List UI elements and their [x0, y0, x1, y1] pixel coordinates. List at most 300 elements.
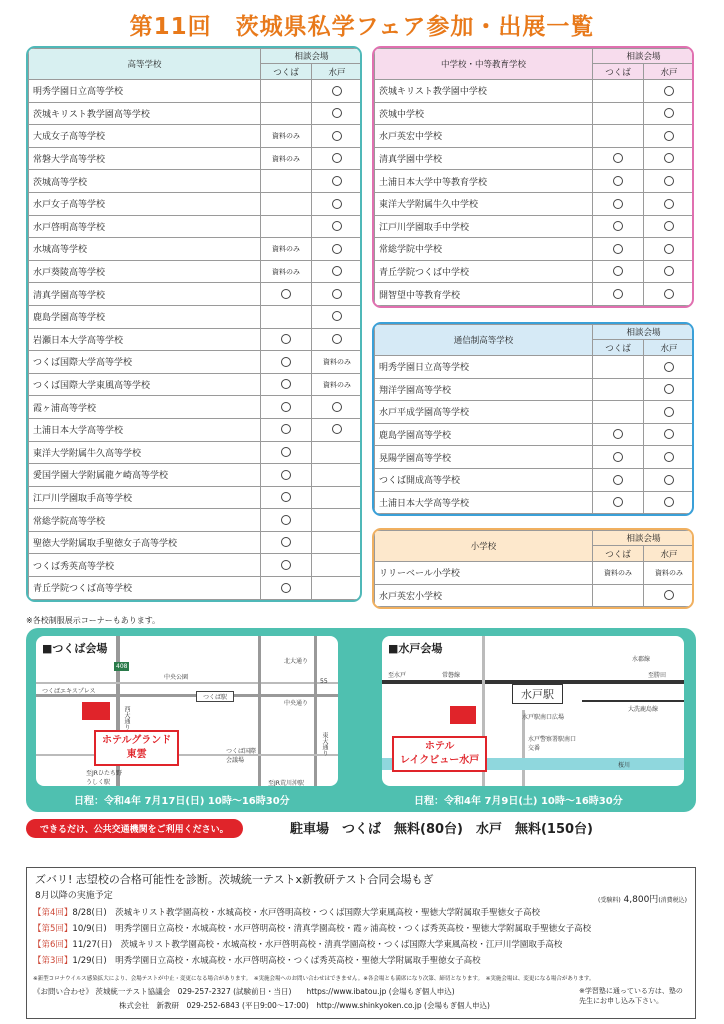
circle-mark: [281, 515, 291, 525]
mito-cell: [312, 238, 363, 261]
transit-notice: できるだけ、公共交通機関をご利用ください。: [26, 819, 243, 838]
circle-mark: [281, 447, 291, 457]
circle-mark: [281, 379, 291, 389]
central-park-label: 中央公園: [164, 674, 189, 681]
col-mito: 水戸: [312, 64, 363, 80]
circle-mark: [281, 560, 291, 570]
circle-mark: [613, 244, 623, 254]
school-name: つくば国際大学東風高等学校: [29, 373, 261, 396]
table-row: [29, 147, 363, 170]
circle-mark: [281, 402, 291, 412]
table-row: [29, 464, 363, 487]
table-row: [29, 192, 363, 215]
circle-mark: [664, 86, 674, 96]
school-name: 茨城キリスト教学園高等学校: [29, 102, 261, 125]
police-station-label: 水戸警察署駅南口交番: [528, 736, 577, 752]
circle-mark: [664, 131, 674, 141]
tsukuba-cell: [261, 509, 312, 532]
table-row: [29, 509, 363, 532]
circle-mark: [332, 108, 342, 118]
parking-info: 駐車場 つくば 無料(80台) 水戸 無料(150台): [290, 822, 593, 837]
tsukuba-schedule: 日程：令和4年 7月17日(日) 10時～16時30分: [74, 796, 290, 807]
col-tsukuba: つくば: [593, 546, 644, 562]
school-name: 開智望中等教育学校: [375, 283, 593, 306]
table-row: [375, 170, 695, 193]
circle-mark: [613, 199, 623, 209]
oarai-kashima-line-label: 大洗鹿島線: [628, 706, 659, 713]
mito-cell: [312, 192, 363, 215]
school-name: 鹿島学園高等学校: [375, 423, 593, 446]
mito-cell: [644, 260, 695, 283]
tsukuba-cell: [261, 351, 312, 374]
table-row: [375, 468, 695, 491]
tsukuba-cell: [593, 378, 644, 401]
school-name: つくば開成高等学校: [375, 468, 593, 491]
school-name: 清真学園中学校: [375, 147, 593, 170]
mito-cell: [312, 577, 363, 600]
tsukuba-cell: [261, 170, 312, 193]
fee-label: (受験料): [597, 897, 621, 904]
tsukuba-cell: [593, 468, 644, 491]
mito-cell: [312, 486, 363, 509]
west-avenue-label: 西大通り: [123, 706, 130, 730]
circle-mark: [281, 334, 291, 344]
venue-maps: [26, 628, 696, 812]
school-name: 水戸英宏小学校: [375, 584, 593, 607]
circle-mark: [613, 221, 623, 231]
high-school-table: [28, 48, 362, 600]
school-name: 水戸葵陵高等学校: [29, 260, 261, 283]
table-row: [375, 356, 695, 379]
school-name: 東洋大学附属牛久中学校: [375, 192, 593, 215]
mito-cell: [644, 215, 695, 238]
tsukuba-cell: [593, 215, 644, 238]
tsukuba-cell: [593, 584, 644, 607]
table-row: [375, 562, 695, 585]
uniform-note: ※各校制服展示コーナーもあります。: [26, 616, 161, 625]
high-school-panel: [26, 46, 362, 602]
school-name: 土浦日本大学高等学校: [375, 491, 593, 514]
mito-cell: [644, 423, 695, 446]
tsukuba-cell: [261, 531, 312, 554]
tsukuba-cell: [261, 373, 312, 396]
exam-fee: [598, 892, 687, 905]
exam-note: ※新型コロナウイルス感染拡大により、会場テストが中止・変更になる場合があります。 ※実施会場へのお問い合わせはできません。※各会場とも満席になり次第、締切となります。 ※実施会場は、変更になる場合があります。: [33, 976, 595, 982]
circle-mark: [332, 86, 342, 96]
school-name: 岩瀬日本大学高等学校: [29, 328, 261, 351]
school-name: 常総学院高等学校: [29, 509, 261, 532]
central-avenue-label: 中央通り: [284, 700, 309, 707]
mito-cell: [644, 238, 695, 261]
mito-cell: [312, 373, 363, 396]
tsukuba-cell: [261, 305, 312, 328]
circle-mark: [664, 407, 674, 417]
hotel-marker: [82, 702, 110, 720]
circle-mark: [664, 244, 674, 254]
school-name: 青丘学院つくば高等学校: [29, 577, 261, 600]
circle-mark: [332, 334, 342, 344]
cram-school-note: ※学習塾に通っている方は、塾の先生にお申し込み下さい。: [579, 987, 683, 1005]
tsukuba-cell: [593, 170, 644, 193]
hotel-grand-shinonome: ホテルグランド 東雲: [94, 730, 179, 766]
elementary-school-title: 小学校: [375, 531, 593, 562]
exam-row-text: 茨城キリスト教学園高校・水城高校・水戸啓明高校・清真学園高校・つくば国際大学東風高校・江戸川学園取手高校: [120, 940, 563, 950]
circle-mark: [664, 153, 674, 163]
circle-mark: [281, 492, 291, 502]
tsukuba-cell: [261, 147, 312, 170]
mito-cell: [644, 401, 695, 424]
elementary-school-table: [374, 530, 694, 607]
table-row: [375, 378, 695, 401]
circle-mark: [332, 153, 342, 163]
circle-mark: [664, 362, 674, 372]
suigun-line-label: 水郡線: [632, 656, 651, 663]
school-name: 東洋大学附属牛久高等学校: [29, 441, 261, 464]
tsukuba-cell: [593, 147, 644, 170]
tsukuba-cell: [261, 283, 312, 306]
school-name: 翔洋学園高等学校: [375, 378, 593, 401]
circle-mark: [664, 452, 674, 462]
tsukuba-cell: [261, 125, 312, 148]
materials-only: 資料のみ: [655, 568, 683, 577]
circle-mark: [281, 357, 291, 367]
circle-mark: [613, 475, 623, 485]
school-name: 土浦日本大学高等学校: [29, 418, 261, 441]
school-name: 水戸女子高等学校: [29, 192, 261, 215]
high-school-title: 高等学校: [29, 49, 261, 80]
table-row: [29, 215, 363, 238]
circle-mark: [332, 199, 342, 209]
sakuragawa-label: 桜川: [618, 762, 631, 769]
mito-cell: [312, 102, 363, 125]
consult-label: 相談会場: [593, 531, 695, 546]
circle-mark: [613, 452, 623, 462]
mito-cell: [644, 192, 695, 215]
middle-school-title: 中学校・中等教育学校: [375, 49, 593, 80]
circle-mark: [613, 289, 623, 299]
mito-cell: [312, 260, 363, 283]
inquiry-label: 《お問い合わせ》: [33, 987, 93, 996]
fee-tax: (消費税込): [658, 897, 687, 904]
table-row: [29, 80, 363, 103]
school-name: 江戸川学園取手高等学校: [29, 486, 261, 509]
school-name: 常総学院中学校: [375, 238, 593, 261]
tsukuba-cell: [593, 80, 644, 103]
mito-cell: [312, 396, 363, 419]
table-row: [29, 328, 363, 351]
exam-row-text: 明秀学園日立高校・水城高校・水戸啓明高校・つくば秀英高校・聖徳大学附属取手聖徳女子高校: [115, 956, 481, 966]
middle-school-panel: [372, 46, 694, 308]
col-tsukuba: つくば: [593, 64, 644, 80]
tsukuba-cell: [593, 401, 644, 424]
circle-mark: [332, 244, 342, 254]
hotel-lakeview-mito: ホテル レイクビュー水戸: [392, 736, 487, 772]
railway: [582, 700, 684, 702]
exam-row: [33, 922, 591, 934]
table-row: [29, 373, 363, 396]
circle-mark: [613, 266, 623, 276]
table-row: [375, 491, 695, 514]
circle-mark: [664, 108, 674, 118]
exam-row-label: 【第4回】: [33, 908, 73, 918]
circle-mark: [332, 311, 342, 321]
school-name: 清真学園高等学校: [29, 283, 261, 306]
correspondence-school-table: [374, 324, 694, 514]
table-row: [375, 147, 695, 170]
tsukuba-cell: [593, 491, 644, 514]
fee-value: 4,800円: [623, 895, 659, 905]
tsukuba-cell: [593, 423, 644, 446]
mito-cell: [312, 328, 363, 351]
circle-mark: [281, 289, 291, 299]
circle-mark: [281, 583, 291, 593]
school-name: つくば国際大学高等学校: [29, 351, 261, 374]
circle-mark: [332, 289, 342, 299]
table-row: [29, 396, 363, 419]
middle-school-table: [374, 48, 694, 306]
mito-cell: [644, 356, 695, 379]
tsukuba-cell: [593, 356, 644, 379]
col-tsukuba: つくば: [261, 64, 312, 80]
tsukuba-cell: [261, 441, 312, 464]
table-row: [29, 554, 363, 577]
tsukuba-cell: [261, 464, 312, 487]
hotel-marker: [450, 706, 476, 724]
road: [314, 636, 317, 786]
inquiry-line-1: [33, 986, 455, 997]
exam-sub: 8月以降の実施予定: [35, 891, 113, 901]
col-mito: 水戸: [644, 546, 695, 562]
to-katsuta-label: 至勝田: [648, 672, 667, 679]
exam-row-date: 10/9(日): [72, 924, 107, 934]
exam-row-date: 11/27(日): [72, 940, 113, 950]
col-tsukuba: つくば: [593, 340, 644, 356]
school-name: 明秀学園日立高等学校: [375, 356, 593, 379]
correspondence-school-panel: [372, 322, 694, 516]
tsukuba-cell: [261, 418, 312, 441]
to-mito-label: 至水戸: [388, 672, 407, 679]
tsukuba-cell: [593, 283, 644, 306]
tsukuba-cell: [593, 102, 644, 125]
circle-mark: [664, 199, 674, 209]
consult-label: 相談会場: [593, 49, 695, 64]
mito-cell: [644, 446, 695, 469]
school-name: 明秀学園日立高等学校: [29, 80, 261, 103]
tsukuba-cell: [593, 260, 644, 283]
table-row: [375, 215, 695, 238]
tsukuba-map: [36, 636, 338, 786]
exam-headline: ズバリ! 志望校の合格可能性を診断。茨城統一テストx新教研テスト合同会場もぎ: [35, 873, 434, 886]
circle-mark: [281, 424, 291, 434]
page-title: 第11回 茨城県私学フェア参加・出展一覧: [129, 14, 595, 40]
circle-mark: [664, 384, 674, 394]
table-row: [375, 192, 695, 215]
exam-row: [33, 906, 540, 918]
school-name: 土浦日本大学中等教育学校: [375, 170, 593, 193]
mito-map-heading: ■水戸会場: [388, 642, 443, 655]
tsukuba-cell: [593, 192, 644, 215]
tsukuba-cell: [261, 260, 312, 283]
table-row: [29, 305, 363, 328]
school-name: 水戸平成学園高等学校: [375, 401, 593, 424]
table-row: [375, 446, 695, 469]
inquiry-shinkyoken: 株式会社 新教研 029-252-6843 (平日9:00～17:00) http://www.shinkyoken.co.jp (会場もぎ個人申込): [119, 1001, 490, 1010]
col-mito: 水戸: [644, 340, 695, 356]
school-name: 水戸英宏中学校: [375, 125, 593, 148]
materials-only: 資料のみ: [604, 568, 632, 577]
mito-station-label: 水戸駅: [512, 684, 563, 704]
table-row: [29, 102, 363, 125]
table-row: [375, 423, 695, 446]
table-row: [375, 584, 695, 607]
tsukuba-cell: [593, 125, 644, 148]
tsukuba-cell: [261, 577, 312, 600]
circle-mark: [281, 537, 291, 547]
school-name: 大成女子高等学校: [29, 125, 261, 148]
elementary-school-panel: [372, 528, 694, 609]
exam-row-label: 【第3回】: [33, 956, 73, 966]
mito-cell: [312, 554, 363, 577]
joban-line-label: 常磐線: [442, 672, 461, 679]
table-row: [375, 260, 695, 283]
table-row: [29, 577, 363, 600]
east-avenue-label: 東大通り: [321, 732, 328, 756]
tsukuba-cell: [261, 102, 312, 125]
mito-cell: [312, 464, 363, 487]
mito-cell: [312, 351, 363, 374]
table-row: [29, 486, 363, 509]
circle-mark: [332, 221, 342, 231]
table-row: [29, 238, 363, 261]
table-row: [29, 418, 363, 441]
table-row: [375, 283, 695, 306]
mito-cell: [312, 215, 363, 238]
circle-mark: [664, 176, 674, 186]
exam-row-text: 明秀学園日立高校・水城高校・水戸啓明高校・清真学園高校・霞ヶ浦高校・つくば秀英高校・聖徳大学附属取手聖徳女子高校: [115, 924, 592, 934]
school-name: 水戸啓明高等学校: [29, 215, 261, 238]
table-row: [29, 531, 363, 554]
mito-cell: [312, 441, 363, 464]
tsukuba-cell: [261, 215, 312, 238]
mito-cell: [312, 125, 363, 148]
tsukuba-cell: [261, 554, 312, 577]
school-name: 茨城キリスト教学園中学校: [375, 80, 593, 103]
route-408-label: 408: [116, 663, 128, 670]
table-row: [375, 401, 695, 424]
mito-cell: [312, 531, 363, 554]
mito-cell: [312, 80, 363, 103]
school-name: 青丘学院つくば中学校: [375, 260, 593, 283]
tsukuba-cell: [593, 238, 644, 261]
road: [36, 754, 338, 756]
school-name: 晃陽学園高等学校: [375, 446, 593, 469]
exam-row: [33, 938, 562, 950]
materials-only: 資料のみ: [323, 380, 351, 389]
road: [258, 636, 261, 786]
tsukuba-cell: [261, 328, 312, 351]
circle-mark: [613, 429, 623, 439]
school-name: 茨城中学校: [375, 102, 593, 125]
conference-center-label: つくば国際会議場: [226, 748, 257, 764]
correspondence-school-title: 通信制高等学校: [375, 325, 593, 356]
table-row: [375, 125, 695, 148]
tsukuba-cell: [593, 446, 644, 469]
mito-cell: [644, 584, 695, 607]
mito-schedule: 日程：令和4年 7月9日(土) 10時～16時30分: [414, 796, 623, 807]
tsukuba-cell: [261, 192, 312, 215]
circle-mark: [332, 131, 342, 141]
table-row: [375, 102, 695, 125]
table-row: [375, 80, 695, 103]
school-name: 聖徳大学附属取手聖徳女子高等学校: [29, 531, 261, 554]
circle-mark: [664, 497, 674, 507]
col-mito: 水戸: [644, 64, 695, 80]
table-row: [29, 170, 363, 193]
tsukuba-cell: [261, 238, 312, 261]
circle-mark: [664, 289, 674, 299]
mito-cell: [312, 305, 363, 328]
to-arakawaoki-label: 至JR荒川沖駅: [268, 780, 304, 786]
mito-cell: [644, 562, 695, 585]
exam-row-date: 8/28(日): [72, 908, 107, 918]
table-row: [29, 441, 363, 464]
mito-cell: [312, 418, 363, 441]
circle-mark: [613, 176, 623, 186]
materials-only: 資料のみ: [272, 244, 300, 253]
mito-cell: [644, 80, 695, 103]
materials-only: 資料のみ: [272, 131, 300, 140]
consult-label: 相談会場: [261, 49, 363, 64]
circle-mark: [613, 497, 623, 507]
school-name: リリーベール小学校: [375, 562, 593, 585]
school-name: 愛国学園大学附属龍ケ崎高等学校: [29, 464, 261, 487]
table-row: [29, 283, 363, 306]
circle-mark: [332, 176, 342, 186]
road: [522, 710, 525, 786]
tsukuba-cell: [261, 396, 312, 419]
mito-cell: [644, 378, 695, 401]
mock-exam-box: [26, 867, 696, 1019]
mito-cell: [644, 147, 695, 170]
exam-row-text: 茨城キリスト教学園高校・水城高校・水戸啓明高校・つくば国際大学東風高校・聖徳大学附属取手聖徳女子高校: [115, 908, 541, 918]
mito-cell: [644, 491, 695, 514]
tsukuba-map-heading: ■つくば会場: [42, 642, 108, 655]
school-name: 江戸川学園取手中学校: [375, 215, 593, 238]
table-row: [29, 125, 363, 148]
south-exit-plaza-label: 水戸駅南口広場: [522, 714, 565, 721]
mito-cell: [644, 102, 695, 125]
circle-mark: [664, 590, 674, 600]
exam-row-date: 1/29(日): [72, 956, 107, 966]
tsukuba-station-label: つくば駅: [196, 691, 234, 702]
circle-mark: [613, 153, 623, 163]
to-hitachino-ushiku-label: 至JRひたち野うしく駅: [86, 770, 122, 786]
circle-mark: [664, 429, 674, 439]
mito-cell: [312, 509, 363, 532]
school-name: 茨城高等学校: [29, 170, 261, 193]
mito-cell: [644, 468, 695, 491]
tsukuba-cell: [261, 486, 312, 509]
exam-row: [33, 954, 481, 966]
table-row: [29, 351, 363, 374]
road: [36, 682, 338, 684]
circle-mark: [664, 266, 674, 276]
tsukuba-cell: [593, 562, 644, 585]
school-name: 常磐大学高等学校: [29, 147, 261, 170]
exam-row-label: 【第6回】: [33, 940, 73, 950]
mito-cell: [644, 125, 695, 148]
mito-cell: [644, 170, 695, 193]
